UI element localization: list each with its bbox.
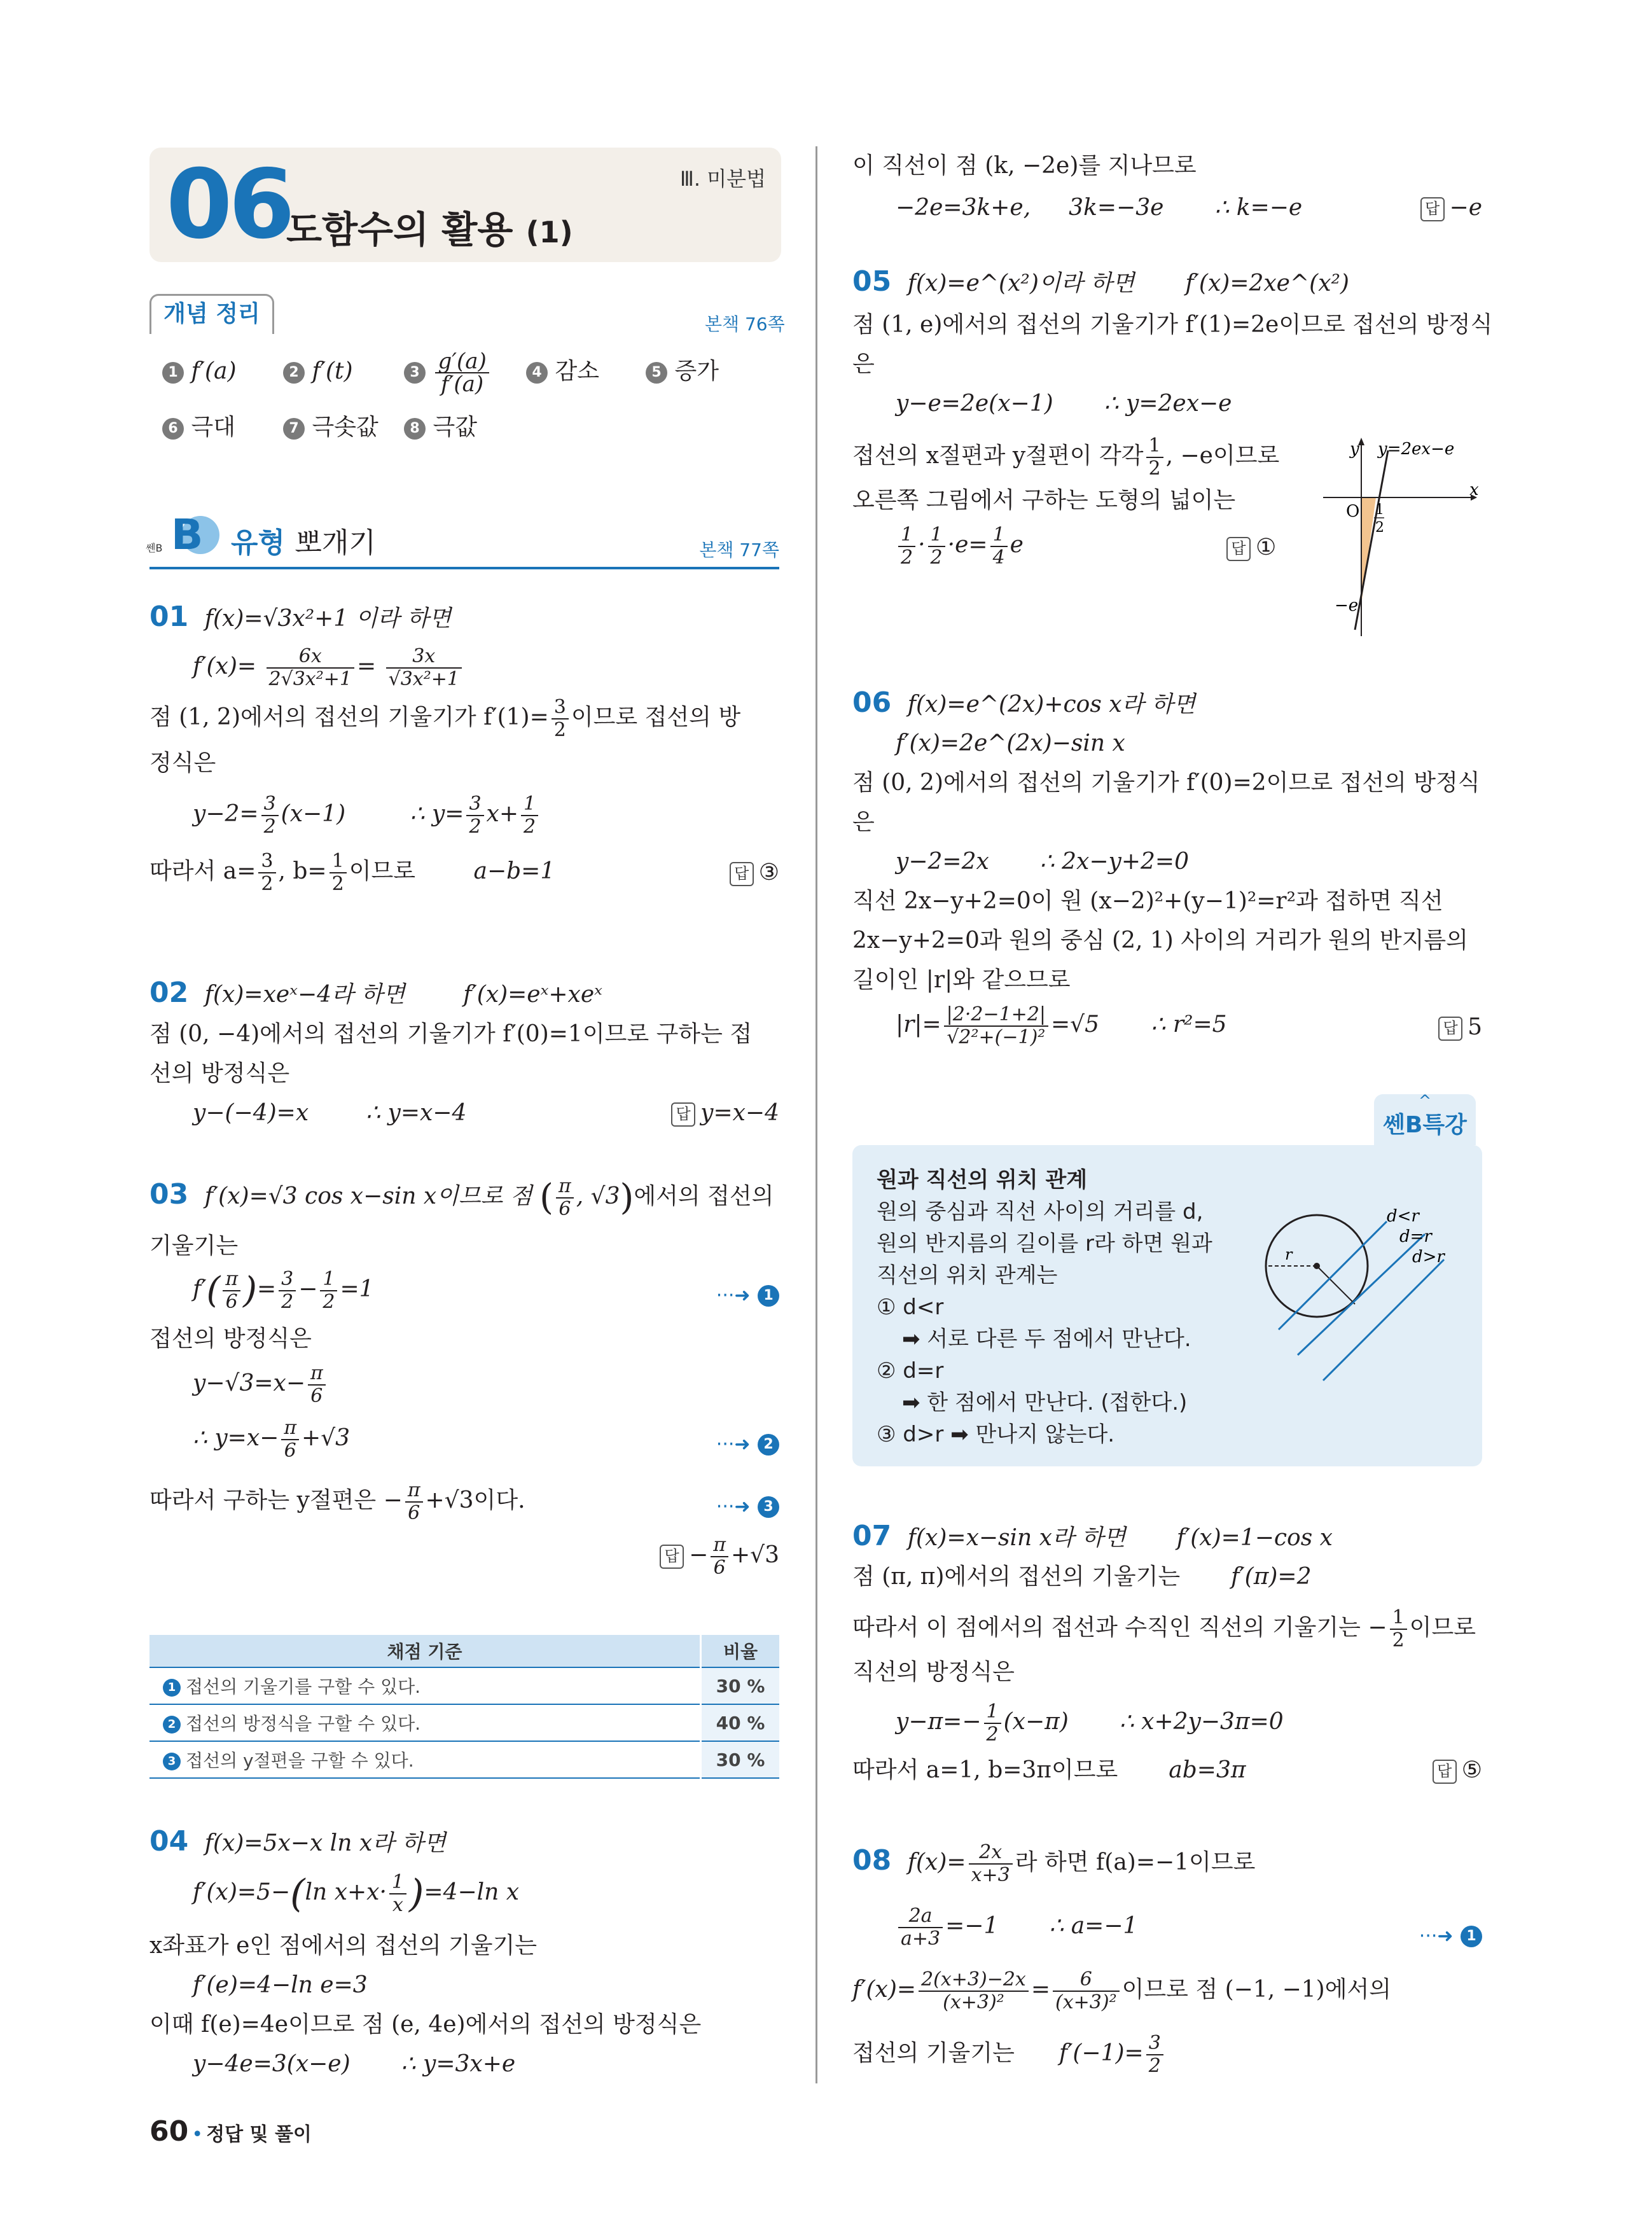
svg-text:y: y [1350, 440, 1359, 459]
p01-line3: 점 (1, 2)에서의 접선의 기울기가 f′(1)= [149, 704, 549, 730]
line-tangent [1298, 1234, 1425, 1355]
problem-02: 02 f(x)=xeˣ−4라 하면 f′(x)=eˣ+xeˣ 점 (0, −4)에서의 접선의 기울기가 f′(0)=1이므로 구하는 접 선의 방정식은 y−(−4)=x ∴ y=x−4 답 y=x−4 [149, 973, 779, 1133]
svg-text:−e: −e [1335, 596, 1359, 615]
section-icon-text: 쎈B [146, 542, 163, 554]
ssen-b-icon [162, 508, 219, 562]
p05-answer: 답 ① [1226, 532, 1276, 564]
concept-row-2 [162, 400, 773, 455]
concept-tab [149, 294, 274, 334]
chapter-number: 06 [166, 149, 291, 260]
line-outside [1323, 1260, 1444, 1380]
special-lecture-tag: ^ 쎈B특강 [1374, 1094, 1476, 1145]
p07-answer: 답 ⑤ [1433, 1755, 1482, 1786]
problem-01: 01 f(x)=√3x²+1 이라 하면 f′(x)= $\frac{6x}{\text{2√3x²+1}}$ = $\frac{3x}{\text{√3x²+1}}$ 점 (1, 2)에서의 접선의 기울기가 f′(1)= $\frac{3}{2}$ 이므로 접선의 방 정식은 y−2= $\frac{3}{2}$ (x−1) ∴ y= $\frac{3}{2}$ x+ $\frac{1}{2}$ 따라서 a= $\frac{3}{2}$ , b= $\frac{1}{2}$ 이므로 a−b=1 답 ③ [149, 601, 779, 895]
svg-text:x: x [1469, 480, 1479, 499]
circle-line-figure [1240, 1196, 1463, 1400]
concept-item-1: 1 f′(a) [162, 344, 237, 400]
p02-answer: 답 y=x−4 [671, 1094, 779, 1133]
special-tag-text: 쎈B특강 [1383, 1112, 1467, 1138]
chapter-header [149, 148, 781, 262]
concept-item-8: 8 극값 [404, 400, 477, 455]
chapter-title-text: 도함수의 활용 [286, 208, 513, 251]
p03-answer: 답 − $\frac{\pi}{6}$ +√3 [660, 1534, 779, 1579]
column-divider [816, 146, 817, 2083]
concept-item-4: 4 감소 [526, 344, 599, 400]
score-table [149, 1635, 779, 1779]
svg-text:B: B [171, 510, 204, 559]
page-number: 60 [149, 2115, 189, 2148]
problem-04-number: 04 [149, 1825, 189, 1858]
svg-text:y=2ex−e: y=2ex−e [1378, 440, 1455, 459]
concept-item-3: 3 $\frac{g'(a)}{f'(a)}$ [404, 344, 492, 400]
concept-item-7: 7 극솟값 [283, 400, 378, 455]
problem-04: 04 f(x)=5x−x ln x라 하면 f′(x)=5−(ln x+x· $\frac{1}{x}$ )=4−ln x x좌표가 e인 점에서의 접선의 기울기는 f′(e)=4−ln e=3 이때 f(e)=4e이므로 점 (e, 4e)에서의 접선의 방정식은 y−4e=3(x−e) ∴ y=3x+e [149, 1825, 702, 2077]
unit-label: Ⅲ. 미분법 [679, 167, 766, 191]
problem-01-line1: f(x)=√3x²+1 이라 하면 [204, 606, 452, 632]
special-title: 원과 직선의 위치 관계 [877, 1167, 1088, 1193]
problem-07: 07 f(x)=x−sin x라 하면 f′(x)=1−cos x 점 (π, π)에서의 접선의 기울기는 f′(π)=2 따라서 이 점에서의 접선과 수직인 직선의 기울기는 − $\frac{1}{2}$ 이므로 직선의 방정식은 y−π=− $\frac{1}{2}$ (x−π) ∴ x+2y−3π=0 따라서 a=1, b=3π이므로 ab=3π 답 ⑤ [852, 1520, 1482, 1800]
chapter-title-sub: (1) [525, 215, 573, 249]
p01-answer: 답 ③ [730, 857, 779, 889]
problem-03: 03 f′(x)=√3 cos x−sin x이므로 점 ( $\frac{\pi}{6}$ , √3)에서의 접선의 기울기는 f′( $\frac{\pi}{6}$ )= $\frac{3}{2}$ − $\frac{1}{2}$ =1 ···➜ 1 접선의 방정식은 y−√3=x− $\frac{\pi}{6}$ ∴ y=x− $\frac{\pi}{6}$ +√3 ···➜ 2 따라서 구하는 y절편은 − $\frac{\pi}{6}$ +√3이다. ···➜ 3 답 − $\frac{\pi}{6}$ +√3 [149, 1175, 779, 1579]
svg-text:d<r: d<r [1387, 1207, 1419, 1226]
p01-line4: 정식은 [149, 750, 216, 776]
concept-page-ref: 본책 76쪽 [705, 314, 785, 335]
section-page-ref: 본책 77쪽 [699, 539, 779, 560]
section-header [146, 506, 779, 569]
svg-text:O: O [1346, 502, 1360, 521]
tangent-line [1355, 450, 1388, 630]
p06-answer: 답 5 [1438, 1011, 1482, 1043]
special-lecture-box: 원과 직선의 위치 관계 원의 중심과 직선 사이의 거리를 d, 원의 반지름의 길이를 r라 하면 원과 직선의 위치 관계는 ① d<r ➡ 서로 다른 두 점에서 만난다. ② d=r ➡ 한 점에서 만난다. (접한다.) ③ d>r ➡ 만나지 않는다. r d<r d=r d>r [852, 1145, 1482, 1466]
score-row: 2 접선의 방정식을 구할 수 있다. 40 % [149, 1704, 779, 1741]
problem-07-number: 07 [852, 1520, 892, 1552]
chapter-title [286, 200, 573, 253]
svg-text:d>r: d>r [1412, 1248, 1445, 1267]
problem-06: 06 f(x)=e^(2x)+cos x라 하면 f′(x)=2e^(2x)−sin x 점 (0, 2)에서의 접선의 기울기가 f′(0)=2이므로 접선의 방정식 은 y−2=2x ∴ 2x−y+2=0 직선 2x−y+2=0이 원 (x−2)²+(y−1)²=r²과 접하면 직선 2x−y+2=0과 원의 중심 (2, 1) 사이의 거리가 원의 반지름의 길이인 |r|와 같으므로 |r|= $\frac{|2\cdot 2-1+2|}{\text{√2²+(−1)²}}$ =√5 ∴ r²=5 답 5 [852, 686, 1482, 1048]
section-title-b: 뽀개기 [295, 527, 376, 559]
tangent-area-graph [1317, 433, 1489, 643]
page-footer: 60 • 정답 및 풀이 [149, 2115, 312, 2148]
problem-05: 05 f(x)=e^(x²)이라 하면 f′(x)=2xe^(x²) 점 (1, e)에서의 접선의 기울기가 f′(1)=2e이므로 접선의 방정식 은 y−e=2e(x−1) ∴ y=2ex−e 접선의 x절편과 y절편이 각각 $\frac{1}{2}$ , −e이므로 오른쪽 그림에서 구하는 도형의 넓이는 $\frac{1}{2}$ · $\frac{1}{2}$ ·e= $\frac{1}{4}$ e 답 ① [852, 265, 1493, 569]
svg-text:d=r: d=r [1399, 1227, 1432, 1246]
p01-fprime: f′(x)= [193, 653, 257, 679]
problem-08-number: 08 [852, 1844, 892, 1877]
section-icon [162, 508, 219, 562]
svg-text:1: 1 [1375, 502, 1384, 518]
concept-row-1 [162, 344, 773, 400]
concept-list [162, 344, 773, 455]
concept-item-6: 6 극대 [162, 400, 235, 455]
footer-label: 정답 및 풀이 [206, 2123, 312, 2146]
svg-text:2: 2 [1375, 520, 1384, 536]
score-header-criteria: 채점 기준 [149, 1635, 701, 1667]
problem-08: 08 f(x)= $\frac{2x}{x+3}$ 라 하면 f(a)=−1이므로 $\frac{2a}{a+3}$ =−1 ∴ a=−1 ···➜ 1 f′(x)= $\frac{2(x+3)-2x}{\text{(x+3)²}}$ = $\frac{6}{\text{(x+3)²}}$ 이므로 점 (−1, −1)에서의 접선의 기울기는 f′(−1)= $\frac{3}{2}$ [852, 1842, 1482, 2086]
problem-03-number: 03 [149, 1178, 189, 1211]
score-row: 3 접선의 y절편을 구할 수 있다. 30 % [149, 1741, 779, 1778]
problem-05-number: 05 [852, 265, 892, 298]
score-header-ratio: 비율 [701, 1635, 780, 1667]
concept-item-5: 5 증가 [646, 344, 719, 400]
problem-01-number: 01 [149, 601, 189, 633]
problem-06-number: 06 [852, 686, 892, 719]
section-title [231, 520, 376, 560]
concept-tab-label: 개념 정리 [163, 301, 260, 327]
problem-02-number: 02 [149, 976, 189, 1009]
section-title-a: 유형 [231, 527, 286, 559]
concept-item-2: 2 f′(t) [283, 344, 353, 400]
score-row: 1 접선의 기울기를 구할 수 있다. 30 % [149, 1667, 779, 1704]
problem-04-cont: 이 직선이 점 (k, −2e)를 지나므로 −2e=3k+e, 3k=−3e ∴ k=−e 답 −e [852, 153, 1482, 221]
svg-text:r: r [1285, 1246, 1293, 1263]
